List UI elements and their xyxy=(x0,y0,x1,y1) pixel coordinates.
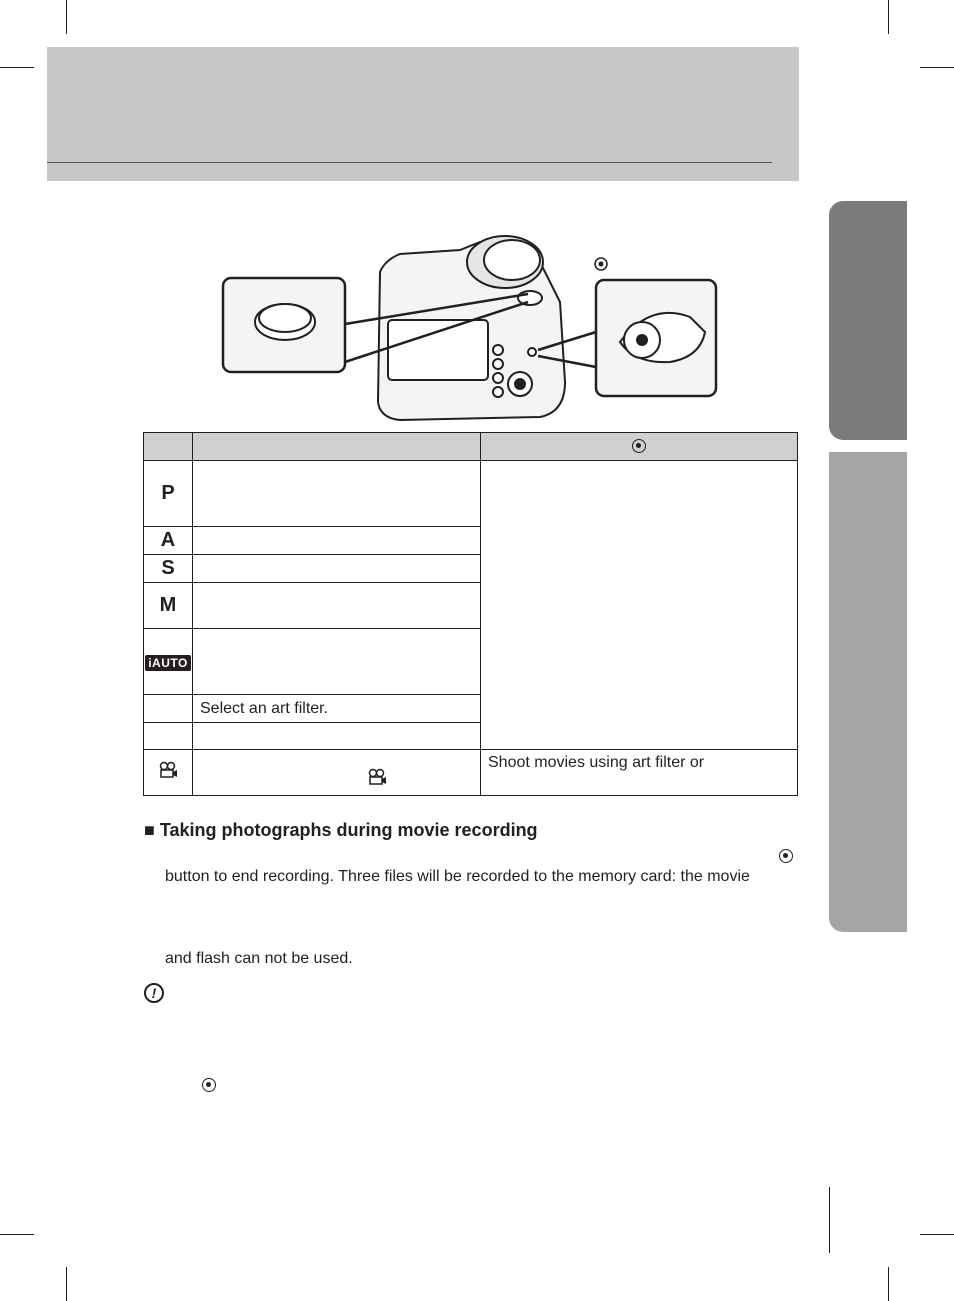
movie-rec-desc: Shoot movies using art filter or xyxy=(481,750,798,796)
crop-mark xyxy=(829,1187,830,1253)
side-tab-section xyxy=(829,452,907,932)
crop-mark xyxy=(888,0,889,34)
crop-mark xyxy=(66,0,67,34)
body-line: button to end recording. Three files will be recorded to the memory card: the movie xyxy=(165,868,750,885)
mode-desc xyxy=(193,527,481,555)
rec-button-icon xyxy=(779,849,793,863)
mode-desc xyxy=(193,629,481,695)
mode-movie xyxy=(144,750,193,796)
crop-mark xyxy=(66,1267,67,1301)
body-line: and flash can not be used. xyxy=(165,950,353,967)
mode-a: A xyxy=(144,527,193,555)
mode-s: S xyxy=(144,555,193,583)
mode-desc xyxy=(193,583,481,629)
movie-icon xyxy=(158,761,178,779)
mode-iauto xyxy=(144,629,193,695)
section-heading: ■ Taking photographs during movie recording xyxy=(144,820,538,840)
side-tab-current xyxy=(829,201,907,440)
camera-illustration xyxy=(220,232,720,422)
header-rec-cell xyxy=(481,433,798,461)
caution-icon: ! xyxy=(144,983,164,1003)
header-mode-cell xyxy=(144,433,193,461)
crop-mark xyxy=(0,1234,34,1235)
shooting-mode-table xyxy=(143,432,798,796)
iauto-icon: iAUTO xyxy=(145,655,191,671)
table-row xyxy=(144,750,798,796)
crop-mark xyxy=(920,67,954,68)
chapter-header-band xyxy=(47,47,799,181)
crop-mark xyxy=(920,1234,954,1235)
table-header-row xyxy=(144,433,798,461)
header-still-cell xyxy=(193,433,481,461)
mode-p: P xyxy=(144,461,193,527)
table-row xyxy=(144,461,798,527)
mode-desc xyxy=(193,723,481,750)
mode-desc: Select an art filter. xyxy=(193,695,481,723)
mode-desc xyxy=(193,555,481,583)
crop-mark xyxy=(888,1267,889,1301)
rec-button-icon xyxy=(632,439,646,453)
rec-button-icon xyxy=(202,1078,216,1092)
mode-desc xyxy=(193,461,481,527)
mode-scn xyxy=(144,723,193,750)
movie-icon xyxy=(367,768,387,786)
mode-m: M xyxy=(144,583,193,629)
movie-desc xyxy=(193,750,481,796)
mode-art xyxy=(144,695,193,723)
header-rule xyxy=(47,162,772,163)
rec-desc-merged xyxy=(481,461,798,750)
crop-mark xyxy=(0,67,34,68)
